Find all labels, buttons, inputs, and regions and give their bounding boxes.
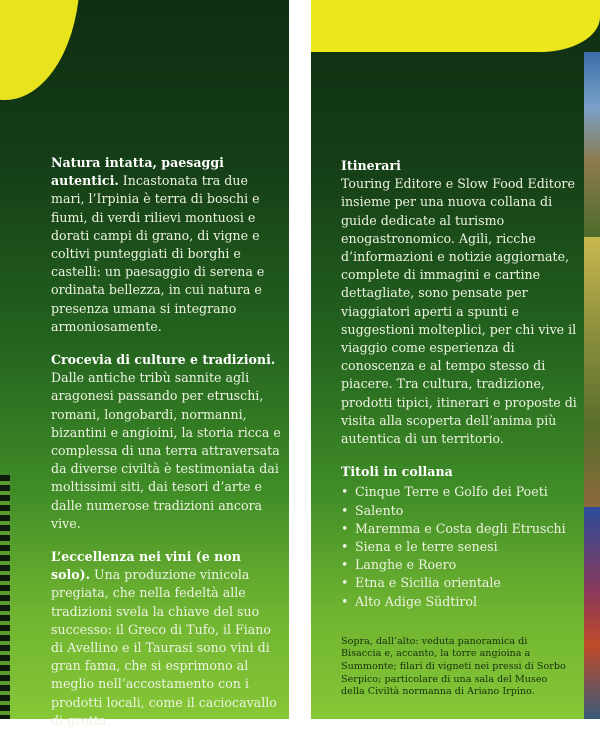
- list-item: • Cinque Terre e Golfo dei Poeti: [341, 483, 577, 501]
- section-body: Incastonata tra due mari, l’Irpinia è terra di boschi e fiumi, di verdi rilievi montuosi e dorati campi di grano, di vigne e coltivi punteggiati di borghi e castelli: un paesaggio di serena e ordinata bellezza, in cui natura e presenza umana si integrano armoniosamente.: [51, 173, 265, 334]
- stripe-decoration: [0, 475, 10, 719]
- itinerari-heading: Itinerari: [341, 158, 401, 173]
- photo-museum-hall: [584, 507, 600, 719]
- photo-vineyards: [584, 237, 600, 507]
- yellow-corner-decoration: [0, 0, 80, 100]
- photo-panorama-bisaccia: [584, 52, 600, 237]
- left-text-column: [51, 154, 283, 745]
- section-body: Dalle antiche tribù sannite agli aragonesi passando per etruschi, romani, longobardi, normanni, bizantini e angioini, la storia ricca e complessa di una terra attraversata da diverse civiltà è testimoniata dai moltissimi siti, dai tesori d’arte e dalle numerose tradizioni ancora vive.: [51, 370, 281, 531]
- list-item: • Langhe e Roero: [341, 556, 577, 574]
- list-item: • Alto Adige Südtirol: [341, 593, 577, 611]
- right-panel: [311, 0, 600, 719]
- list-item: • Maremma e Costa degli Etruschi: [341, 520, 577, 538]
- section-heading: L’eccellenza nei vini (e non solo).: [51, 549, 241, 583]
- yellow-band-decoration: [311, 0, 600, 52]
- list-item: • Etna e Sicilia orientale: [341, 574, 577, 592]
- section-body: Una produzione vinicola pregiata, che nella fedeltà alle tradizioni svela la chiave del suo successo: il Greco di Tufo, il Fiano di Avellino e il Taurasi sono vini di gran fama, che si esprimono al meglio nell’accostamento con i prodotti locali, come il caciocavallo di grotta.: [51, 567, 277, 728]
- list-item: • Salento: [341, 502, 577, 520]
- itinerari-body: Touring Editore e Slow Food Editore insieme per una nuova collana di guide dedicate al turismo enogastronomico. Agili, ricche d’informazioni e notizie aggiornate, complete di immagini e cartine dettagliate, sono pensate per viaggiatori aperti a spunti e suggestioni molteplici, per chi vive il viaggio come esperienza di conoscenza e al tempo stesso di piacere. Tra cultura, tradizione, prodotti tipici, itinerari e proposte di visita alla scoperta dell’anima più autentica di un territorio.: [341, 176, 577, 447]
- titoli-list: [341, 483, 577, 610]
- section-nature: [51, 154, 283, 336]
- photo-caption: Sopra, dall’alto: veduta panoramica di Bisaccia e, accanto, la torre angioina a Summonte; filari di vigneti nei pressi di Sorbo Serpico; particolare di una sala del Museo della Civiltà normanna di Ariano Irpino.: [341, 635, 566, 698]
- list-item: • Siena e le terre senesi: [341, 538, 577, 556]
- section-culture: [51, 351, 283, 533]
- section-heading: Crocevia di culture e tradizioni.: [51, 352, 276, 368]
- titoli-heading: Titoli in collana: [341, 464, 453, 480]
- left-panel: [0, 0, 289, 728]
- section-wine: [51, 548, 283, 730]
- right-text-column: [341, 157, 577, 699]
- section-heading: Natura intatta, paesaggi autentici.: [51, 155, 224, 189]
